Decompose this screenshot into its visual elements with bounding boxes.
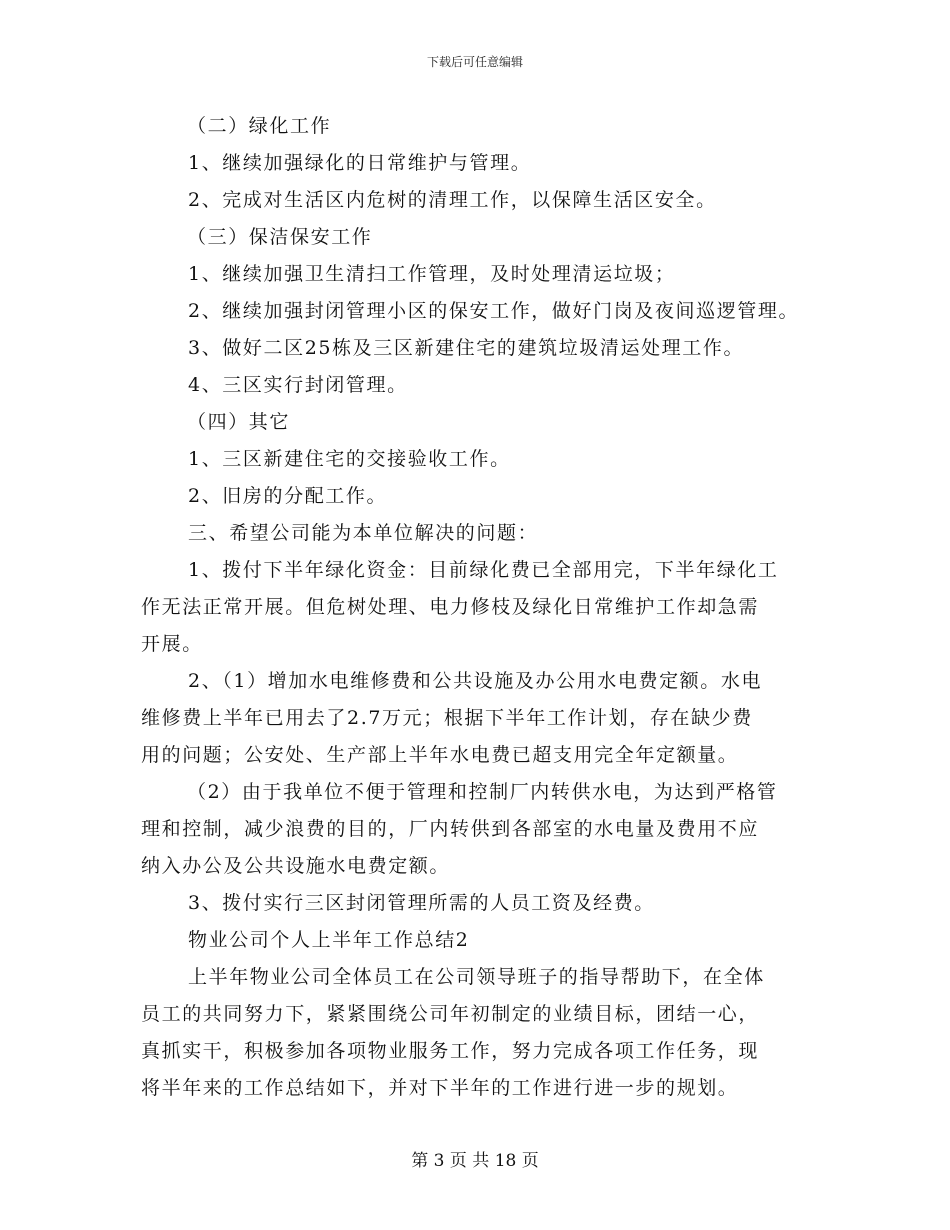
paragraph-line: 4、三区实行封闭管理。 [188,374,408,396]
paragraph-line: 3、做好二区25栋及三区新建住宅的建筑垃圾清运处理工作。 [188,337,745,359]
paragraph-line: 1、拨付下半年绿化资金：目前绿化费已全部用完，下半年绿化工 [188,559,779,581]
paragraph-line: 用的问题；公安处、生产部上半年水电费已超支用完全年定额量。 [141,744,739,766]
paragraph-line: 维修费上半年已用去了2.7万元；根据下半年工作计划，存在缺少费 [141,707,753,729]
paragraph-line: 2、旧房的分配工作。 [188,485,388,507]
paragraph-line: 上半年物业公司全体员工在公司领导班子的指导帮助下，在全体 [188,966,765,988]
paragraph-line: 1、继续加强绿化的日常维护与管理。 [188,152,532,174]
paragraph-line: 将半年来的工作总结如下，并对下半年的工作进行进一步的规划。 [141,1077,739,1099]
paragraph-line: 开展。 [141,633,203,655]
page-number-footer: 第 3 页 共 18 页 [411,1151,539,1171]
paragraph-line: 2、继续加强封闭管理小区的保安工作，做好门岗及夜间巡逻管理。 [188,300,800,322]
paragraph-line: 2、（1）增加水电维修费和公共设施及办公用水电费定额。水电 [188,670,763,692]
document-body [141,108,821,1107]
section-heading-requests: 三、希望公司能为本单位解决的问题： [188,522,539,544]
section-heading-greening: （二）绿化工作 [187,115,332,137]
paragraph-line: 1、继续加强卫生清扫工作管理，及时处理清运垃圾； [188,263,676,285]
paragraph-line: 纳入办公及公共设施水电费定额。 [141,855,451,877]
paragraph-line: 理和控制，减少浪费的目的，厂内转供到各部室的水电量及费用不应 [141,818,760,840]
paragraph-line: （2）由于我单位不便于管理和控制厂内转供水电，为达到严格管 [187,781,778,803]
article-title: 物业公司个人上半年工作总结2 [188,929,470,951]
paragraph-line: 作无法正常开展。但危树处理、电力修枝及绿化日常维护工作却急需 [141,596,760,618]
paragraph-line: 员工的共同努力下，紧紧围绕公司年初制定的业绩目标，团结一心， [141,1003,760,1025]
paragraph-line: 3、拨付实行三区封闭管理所需的人员工资及经费。 [188,892,655,914]
section-heading-cleaning-security: （三）保洁保安工作 [187,226,373,248]
paragraph-line: 真抓实干，积极参加各项物业服务工作，努力完成各项工作任务，现 [141,1040,760,1062]
paragraph-line: 1、三区新建住宅的交接验收工作。 [188,448,511,470]
paragraph-line: 2、完成对生活区内危树的清理工作，以保障生活区安全。 [188,189,717,211]
section-heading-other: （四）其它 [187,411,291,433]
page-header: 下载后可任意编辑 [426,55,523,69]
